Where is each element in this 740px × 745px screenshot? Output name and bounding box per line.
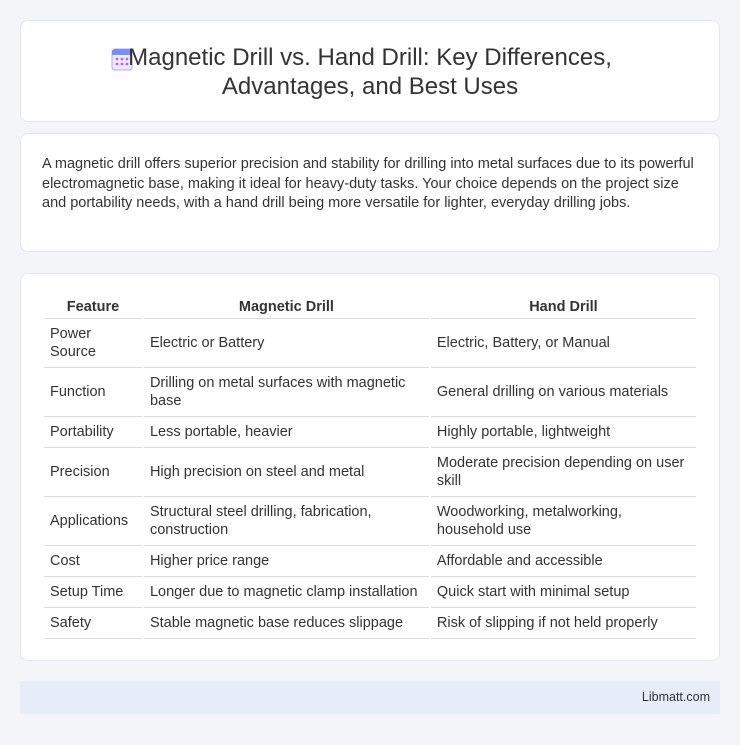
magnetic-drill-cell: Longer due to magnetic clamp installation xyxy=(144,577,429,608)
table-row xyxy=(44,368,696,417)
hand-drill-cell: Affordable and accessible xyxy=(431,546,696,577)
footer-site-link[interactable]: Libmatt.com xyxy=(641,690,710,704)
table-row xyxy=(44,608,696,639)
comparison-card xyxy=(20,273,720,661)
table-row xyxy=(44,319,696,368)
page-title: Magnetic Drill vs. Hand Drill: Key Differences, Advantages, and Best Uses xyxy=(128,44,612,100)
table-row xyxy=(44,577,696,608)
header-hand-drill: Hand Drill xyxy=(431,295,696,319)
hand-drill-cell: Electric, Battery, or Manual xyxy=(431,319,696,368)
title-card xyxy=(20,20,720,122)
header-magnetic-drill: Magnetic Drill xyxy=(144,295,429,319)
table-header-row xyxy=(44,295,696,319)
magnetic-drill-cell: High precision on steel and metal xyxy=(144,448,429,497)
magnetic-drill-cell: Drilling on metal surfaces with magnetic base xyxy=(144,368,429,417)
feature-cell: Portability xyxy=(44,417,142,448)
feature-cell: Safety xyxy=(44,608,142,639)
table-row xyxy=(44,497,696,546)
magnetic-drill-cell: Structural steel drilling, fabrication, construction xyxy=(144,497,429,546)
magnetic-drill-cell: Less portable, heavier xyxy=(144,417,429,448)
table-row xyxy=(44,546,696,577)
hand-drill-cell: Risk of slipping if not held properly xyxy=(431,608,696,639)
feature-cell: Applications xyxy=(44,497,142,546)
hand-drill-cell: Woodworking, metalworking, household use xyxy=(431,497,696,546)
summary-card xyxy=(20,133,720,252)
magnetic-drill-cell: Electric or Battery xyxy=(144,319,429,368)
summary-text: A magnetic drill offers superior precision and stability for drilling into metal surfaces due to its powerful electromagnetic base, making it ideal for heavy-duty tasks. Your choice depends on the project size and portability needs, with a hand drill being more versatile for lighter, everyday drilling jobs. xyxy=(42,156,694,211)
hand-drill-cell: General drilling on various materials xyxy=(431,368,696,417)
feature-cell: Precision xyxy=(44,448,142,497)
feature-cell: Cost xyxy=(44,546,142,577)
table-row xyxy=(44,417,696,448)
feature-cell: Setup Time xyxy=(44,577,142,608)
footer-bar xyxy=(20,681,720,714)
table-row xyxy=(44,448,696,497)
feature-cell: Function xyxy=(44,368,142,417)
header-feature: Feature xyxy=(44,295,142,319)
magnetic-drill-cell: Higher price range xyxy=(144,546,429,577)
hand-drill-cell: Moderate precision depending on user skill xyxy=(431,448,696,497)
hand-drill-cell: Quick start with minimal setup xyxy=(431,577,696,608)
comparison-table xyxy=(42,295,698,639)
feature-cell: Power Source xyxy=(44,319,142,368)
magnetic-drill-cell: Stable magnetic base reduces slippage xyxy=(144,608,429,639)
hand-drill-cell: Highly portable, lightweight xyxy=(431,417,696,448)
